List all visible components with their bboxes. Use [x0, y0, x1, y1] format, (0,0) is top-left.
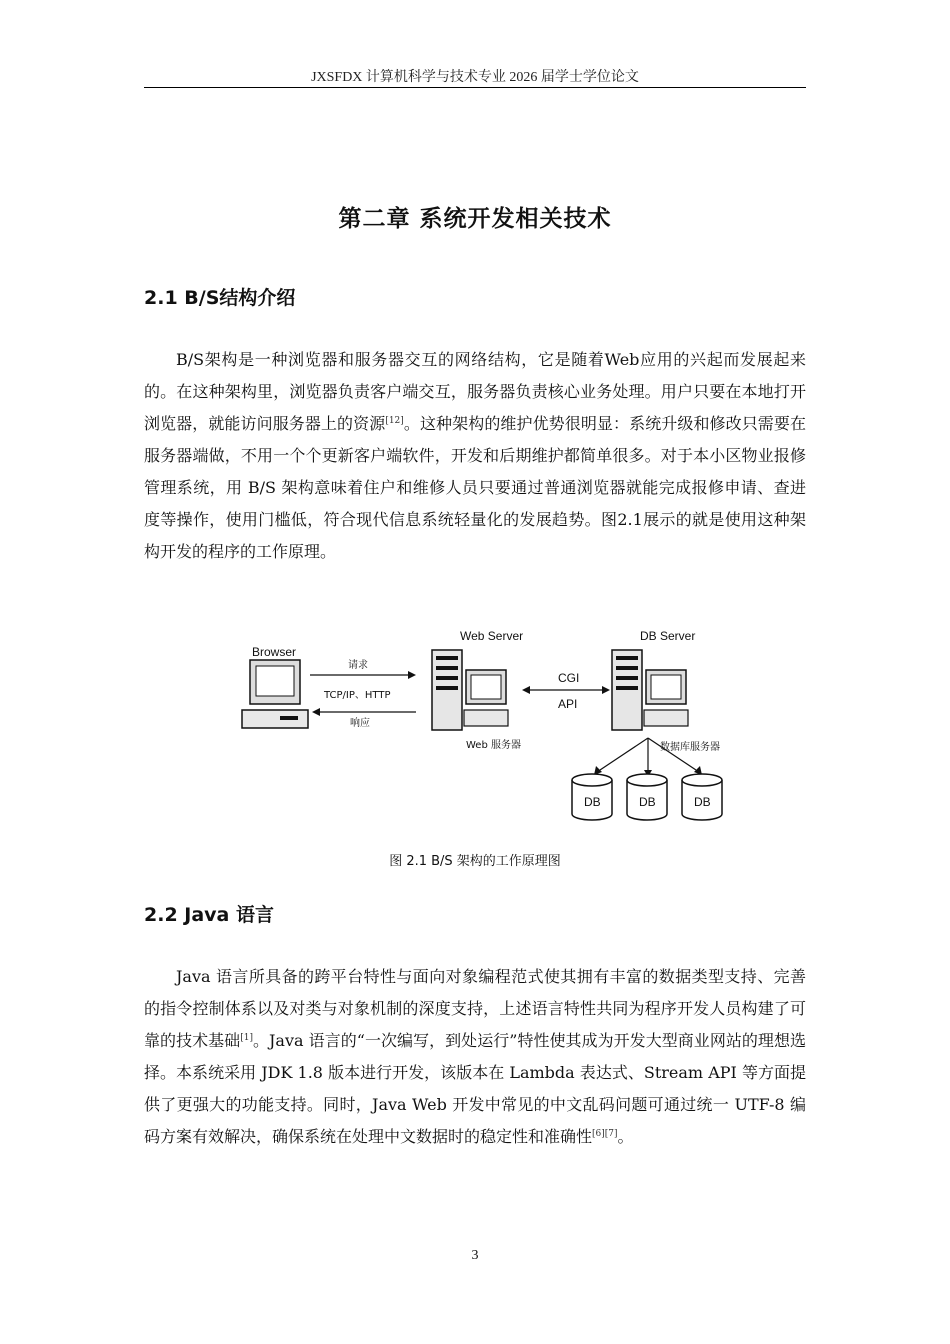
section-heading-2-2: 2.2 Java 语言 [144, 904, 274, 926]
web-server-cn-label: Web 服务器 [466, 740, 521, 751]
paragraph-text: B/S架构是一种浏览器和服务器交互的网络结构，它是随着Web应用的兴起而发展起来的。在这种架构里，浏览器负责客户端交互，服务器负责核心业务处理。用户只要在本地打开浏览器，就能访问服务器上的资源 [144, 350, 806, 433]
paragraph-bs-architecture [144, 344, 806, 568]
browser-label: Browser [252, 645, 297, 659]
paragraph-text: 。这种架构的维护优势很明显：系统升级和修改只需要在服务器端做，不用一个个更新客户端软件，开发和后期维护都简单很多。对于本小区物业报修管理系统，用 B/S 架构意味着住户和维修人员只要通过普通浏览器就能完成报修申请、查进度等操作，使用门槛低，符合现代信息系统轻量化的发展趋势。图2.1展示的就是使用这种架构开发的程序的工作原理。 [144, 414, 806, 561]
paragraph-text: 。 [617, 1127, 634, 1146]
paragraph-java-language [144, 961, 806, 1153]
header-rule [144, 87, 806, 88]
web-server-label: Web Server [460, 629, 524, 643]
db-server-label: DB Server [640, 629, 696, 643]
db-label: DB [639, 795, 656, 809]
db-label: DB [584, 795, 601, 809]
citation: [1] [240, 1033, 253, 1043]
chapter-title: 第二章 系统开发相关技术 [338, 206, 612, 232]
page-number: 3 [471, 1248, 479, 1263]
request-label: 请求 [348, 660, 368, 671]
browser-computer-icon [242, 660, 308, 728]
db-server-cn-label: 数据库服务器 [660, 742, 720, 753]
paragraph-text: Java 语言所具备的跨平台特性与面向对象编程范式使其拥有丰富的数据类型支持、完善的指令控制体系以及对类与对象机制的深度支持，上述语言特性共同为程序开发人员构建了可靠的技术基础 [144, 967, 806, 1050]
bs-architecture-diagram [228, 620, 758, 830]
db-server-icon [612, 650, 688, 730]
protocol-label: TCP/IP、HTTP [324, 690, 391, 701]
bs-architecture-figure [228, 620, 758, 830]
web-server-icon [432, 650, 508, 730]
figure-caption: 图 2.1 B/S 架构的工作原理图 [389, 854, 561, 869]
running-header: JXSFDX 计算机科学与技术专业 2026 届学士学位论文 [311, 70, 639, 85]
cgi-label: CGI [558, 671, 580, 685]
citation: [6][7] [592, 1129, 618, 1139]
section-heading-2-1: 2.1 B/S结构介绍 [144, 287, 296, 309]
response-label: 响应 [350, 718, 370, 729]
citation: [12] [385, 416, 404, 426]
api-label: API [558, 697, 578, 711]
db-label: DB [694, 795, 711, 809]
paragraph-text: 。Java 语言的“一次编写，到处运行”特性使其成为开发大型商业网站的理想选择。本系统采用 JDK 1.8 版本进行开发，该版本在 Lambda 表达式、Stream API 等方面提供了更强大的功能支持。同时，Java Web 开发中常见的中文乱码问题可通过统一 UTF-8 编码方案有效解决，确保系统在处理中文数据时的稳定性和准确性 [144, 1031, 806, 1146]
